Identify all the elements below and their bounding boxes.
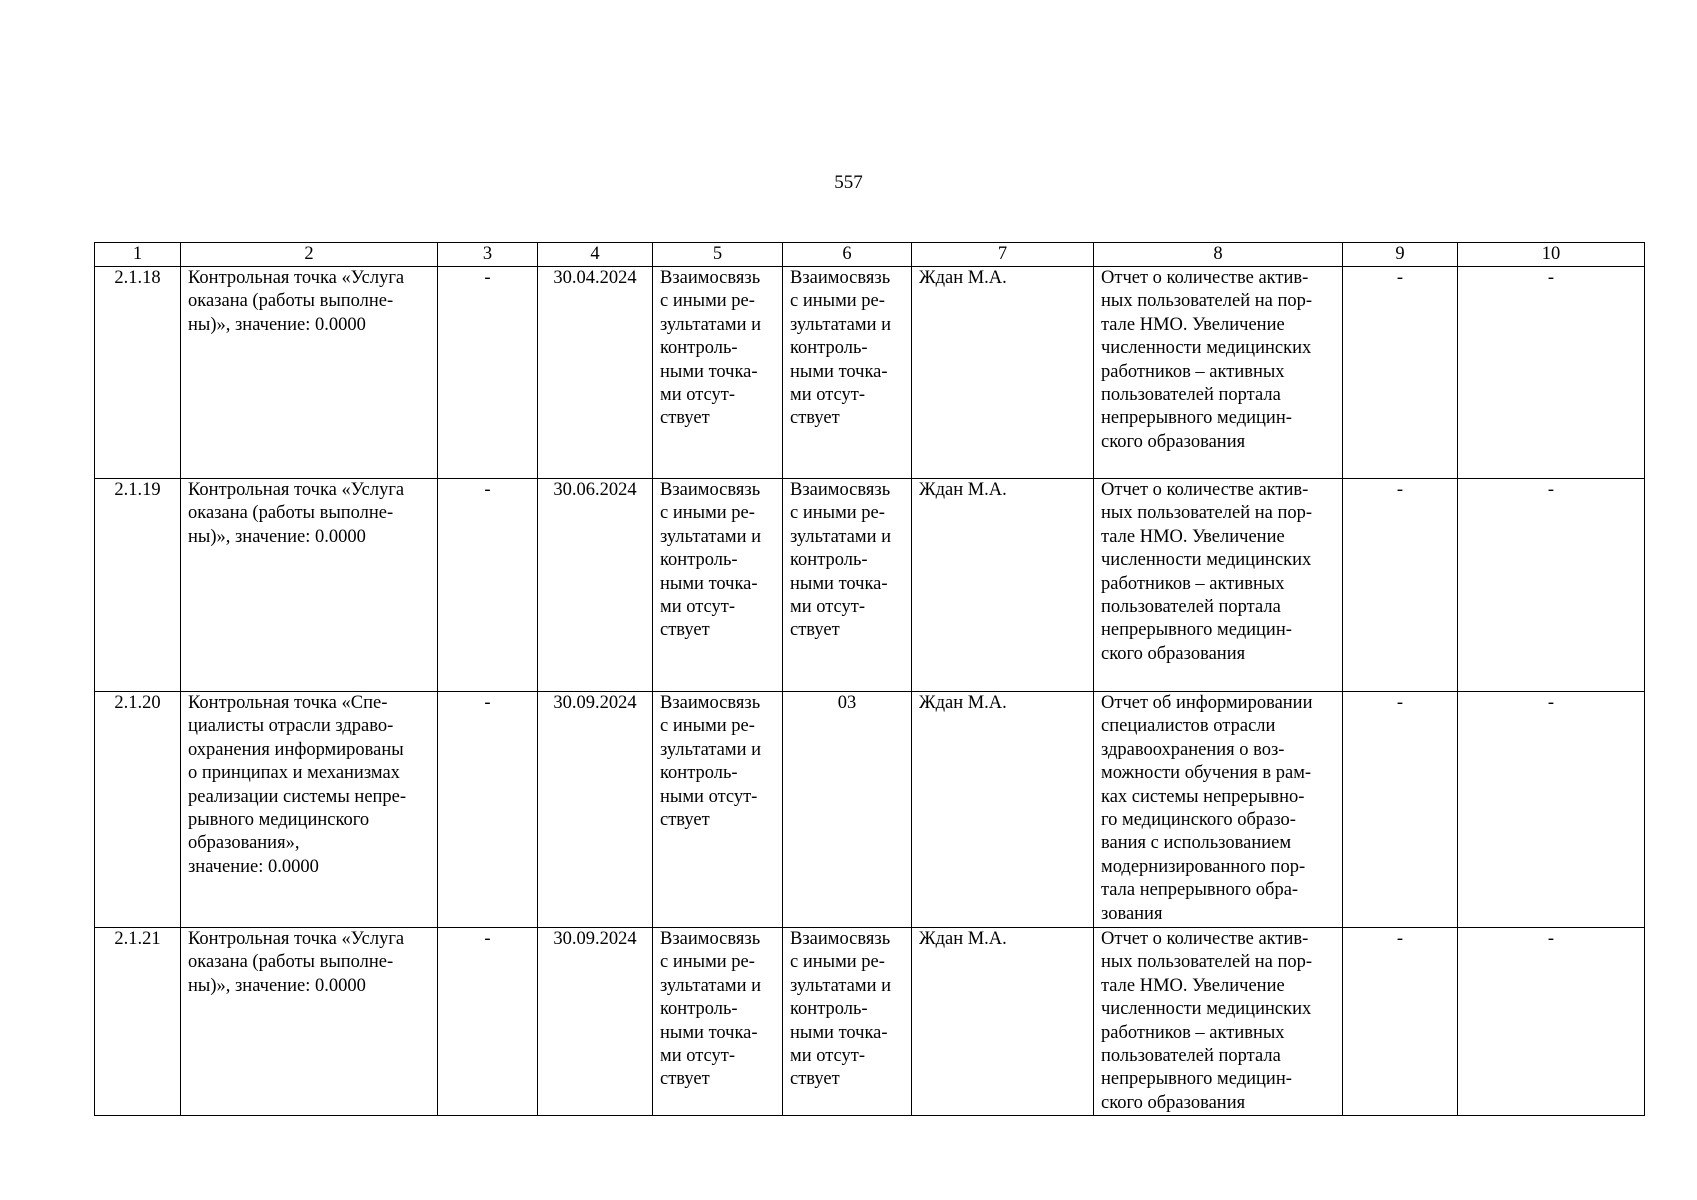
cell-text-line: ми отсут- bbox=[790, 1046, 866, 1067]
row-number-cell: 2.1.19 bbox=[95, 479, 181, 692]
cell-text-line: ского образования bbox=[1101, 1092, 1246, 1113]
cell-text-line: тала непрерывного обра- bbox=[1101, 880, 1299, 901]
cell-text-line: ствует bbox=[790, 408, 840, 429]
relation-cell bbox=[653, 479, 783, 692]
cell-text-line: зультатами и bbox=[790, 975, 892, 996]
column-3-cell: - bbox=[438, 928, 538, 1116]
cell-text-line: о принципах и механизмах bbox=[188, 763, 400, 784]
cell-text-line: ми отсут- bbox=[790, 385, 866, 406]
cell-text-line: контроль- bbox=[790, 999, 868, 1020]
cell-text-line: Отчет о количестве актив- bbox=[1101, 480, 1309, 500]
header-cell: 10 bbox=[1458, 243, 1645, 267]
cell-text-line: зультатами и bbox=[660, 739, 762, 760]
cell-text-line: циалисты отрасли здраво- bbox=[188, 716, 394, 737]
cell-text-line: оказана (работы выполне- bbox=[188, 503, 394, 524]
cell-text-line: ными точка- bbox=[790, 573, 888, 594]
cell-text-line: вания с использованием bbox=[1101, 833, 1292, 854]
cell-text-line: можности обучения в рам- bbox=[1101, 763, 1312, 784]
column-10-cell: - bbox=[1458, 928, 1645, 1116]
cell-text-line: здравоохранения о воз- bbox=[1101, 739, 1285, 760]
cell-text-line: ных пользователей на пор- bbox=[1101, 952, 1313, 973]
cell-text-line: с иными ре- bbox=[660, 291, 755, 312]
cell-text-line: Отчет о количестве актив- bbox=[1101, 268, 1309, 288]
cell-text-line: контроль- bbox=[660, 338, 738, 359]
table-row bbox=[95, 267, 1645, 479]
cell-text-line: ского образования bbox=[1101, 431, 1246, 452]
cell-text-line: ными точка- bbox=[660, 361, 758, 382]
row-number-cell: 2.1.21 bbox=[95, 928, 181, 1116]
relation-cell bbox=[653, 267, 783, 479]
cell-text-line: Взаимосвязь bbox=[790, 929, 891, 949]
column-9-cell: - bbox=[1343, 479, 1458, 692]
report-cell bbox=[1094, 928, 1343, 1116]
control-point-name-cell bbox=[181, 692, 438, 928]
date-cell: 30.09.2024 bbox=[538, 692, 653, 928]
report-cell bbox=[1094, 267, 1343, 479]
cell-text-line: контроль- bbox=[790, 338, 868, 359]
table-row bbox=[95, 479, 1645, 692]
cell-text-line: ми отсут- bbox=[660, 385, 736, 406]
cell-text-line: ных пользователей на пор- bbox=[1101, 503, 1313, 524]
cell-text-line: численности медицинских bbox=[1101, 550, 1312, 571]
header-cell: 8 bbox=[1094, 243, 1343, 267]
cell-text-line: ны)», значение: 0.0000 bbox=[188, 975, 366, 996]
date-cell: 30.06.2024 bbox=[538, 479, 653, 692]
cell-text-line: зультатами и bbox=[660, 314, 762, 335]
cell-text-line: Контрольная точка «Спе- bbox=[188, 693, 388, 713]
cell-text-line: 03 bbox=[837, 693, 857, 713]
column-9-cell: - bbox=[1343, 267, 1458, 479]
control-point-name-cell bbox=[181, 479, 438, 692]
report-cell bbox=[1094, 479, 1343, 692]
cell-text-line: контроль- bbox=[660, 763, 738, 784]
cell-text-line: Отчет о количестве актив- bbox=[1101, 929, 1309, 949]
cell-text-line: го медицинского образо- bbox=[1101, 810, 1296, 831]
cell-text-line: контроль- bbox=[660, 550, 738, 571]
cell-text-line: численности медицинских bbox=[1101, 338, 1312, 359]
cell-text-line: ствует bbox=[660, 620, 710, 641]
cell-text-line: ны)», значение: 0.0000 bbox=[188, 526, 366, 547]
row-number-cell: 2.1.20 bbox=[95, 692, 181, 928]
cell-text-line: ными отсут- bbox=[660, 786, 758, 807]
page-number: 557 bbox=[834, 172, 863, 193]
cell-text-line: непрерывного медицин- bbox=[1101, 620, 1292, 641]
cell-text-line: контроль- bbox=[660, 999, 738, 1020]
cell-text-line: с иными ре- bbox=[790, 503, 885, 524]
report-cell bbox=[1094, 692, 1343, 928]
cell-text-line: с иными ре- bbox=[790, 291, 885, 312]
cell-text-line: Взаимосвязь bbox=[660, 480, 761, 500]
cell-text-line: оказана (работы выполне- bbox=[188, 291, 394, 312]
row-number-cell: 2.1.18 bbox=[95, 267, 181, 479]
relation-cell bbox=[783, 692, 912, 928]
control-point-name-cell bbox=[181, 267, 438, 479]
date-cell: 30.04.2024 bbox=[538, 267, 653, 479]
cell-text-line: Контрольная точка «Услуга bbox=[188, 929, 405, 949]
cell-text-line: тале НМО. Увеличение bbox=[1101, 314, 1285, 335]
cell-text-line: Контрольная точка «Услуга bbox=[188, 268, 405, 288]
cell-text-line: ствует bbox=[790, 620, 840, 641]
cell-text-line: Взаимосвязь bbox=[790, 480, 891, 500]
cell-text-line: Отчет об информировании bbox=[1101, 693, 1313, 713]
relation-cell bbox=[783, 479, 912, 692]
header-cell: 2 bbox=[181, 243, 438, 267]
responsible-cell: Ждан М.А. bbox=[912, 928, 1094, 1116]
header-cell: 7 bbox=[912, 243, 1094, 267]
cell-text-line: рывного медицинского bbox=[188, 810, 370, 831]
cell-text-line: ными точка- bbox=[790, 361, 888, 382]
cell-text-line: работников – активных bbox=[1101, 1022, 1285, 1043]
header-cell: 6 bbox=[783, 243, 912, 267]
header-cell: 5 bbox=[653, 243, 783, 267]
cell-text-line: зультатами и bbox=[790, 526, 892, 547]
cell-text-line: модернизированного пор- bbox=[1101, 856, 1306, 877]
cell-text-line: ского образования bbox=[1101, 643, 1246, 664]
responsible-cell: Ждан М.А. bbox=[912, 479, 1094, 692]
cell-text-line: работников – активных bbox=[1101, 361, 1285, 382]
cell-text-line: ными точка- bbox=[660, 573, 758, 594]
cell-text-line: Контрольная точка «Услуга bbox=[188, 480, 405, 500]
header-cell: 3 bbox=[438, 243, 538, 267]
cell-text-line: тале НМО. Увеличение bbox=[1101, 526, 1285, 547]
cell-text-line: контроль- bbox=[790, 550, 868, 571]
column-10-cell: - bbox=[1458, 267, 1645, 479]
cell-text-line: пользователей портала bbox=[1101, 1046, 1281, 1067]
cell-text-line: ных пользователей на пор- bbox=[1101, 291, 1313, 312]
cell-text-line: зования bbox=[1101, 903, 1163, 924]
cell-text-line: тале НМО. Увеличение bbox=[1101, 975, 1285, 996]
cell-text-line: образования», bbox=[188, 833, 300, 854]
cell-text-line: ными точка- bbox=[660, 1022, 758, 1043]
table-row bbox=[95, 692, 1645, 928]
column-10-cell: - bbox=[1458, 692, 1645, 928]
cell-text-line: ными точка- bbox=[790, 1022, 888, 1043]
cell-text-line: ны)», значение: 0.0000 bbox=[188, 314, 366, 335]
cell-text-line: с иными ре- bbox=[660, 716, 755, 737]
cell-text-line: ми отсут- bbox=[790, 597, 866, 618]
cell-text-line: ствует bbox=[660, 408, 710, 429]
cell-text-line: с иными ре- bbox=[790, 952, 885, 973]
cell-text-line: пользователей портала bbox=[1101, 597, 1281, 618]
relation-cell bbox=[653, 928, 783, 1116]
responsible-cell: Ждан М.А. bbox=[912, 692, 1094, 928]
cell-text-line: пользователей портала bbox=[1101, 385, 1281, 406]
cell-text-line: Взаимосвязь bbox=[660, 693, 761, 713]
cell-text-line: Взаимосвязь bbox=[660, 929, 761, 949]
cell-text-line: с иными ре- bbox=[660, 503, 755, 524]
cell-text-line: ми отсут- bbox=[660, 597, 736, 618]
cell-text-line: Взаимосвязь bbox=[660, 268, 761, 288]
cell-text-line: непрерывного медицин- bbox=[1101, 408, 1292, 429]
column-9-cell: - bbox=[1343, 928, 1458, 1116]
table-row bbox=[95, 928, 1645, 1116]
cell-text-line: ствует bbox=[660, 810, 710, 831]
cell-text-line: с иными ре- bbox=[660, 952, 755, 973]
relation-cell bbox=[653, 692, 783, 928]
header-cell: 9 bbox=[1343, 243, 1458, 267]
relation-cell bbox=[783, 267, 912, 479]
cell-text-line: оказана (работы выполне- bbox=[188, 952, 394, 973]
column-10-cell: - bbox=[1458, 479, 1645, 692]
cell-text-line: реализации системы непре- bbox=[188, 786, 407, 807]
cell-text-line: ках системы непрерывно- bbox=[1101, 786, 1305, 807]
cell-text-line: ми отсут- bbox=[660, 1046, 736, 1067]
cell-text-line: зультатами и bbox=[790, 314, 892, 335]
responsible-cell: Ждан М.А. bbox=[912, 267, 1094, 479]
column-3-cell: - bbox=[438, 479, 538, 692]
cell-text-line: ствует bbox=[790, 1069, 840, 1090]
column-3-cell: - bbox=[438, 267, 538, 479]
header-cell: 4 bbox=[538, 243, 653, 267]
relation-cell bbox=[783, 928, 912, 1116]
cell-text-line: непрерывного медицин- bbox=[1101, 1069, 1292, 1090]
column-3-cell: - bbox=[438, 692, 538, 928]
data-table bbox=[94, 242, 1645, 1116]
cell-text-line: зультатами и bbox=[660, 975, 762, 996]
control-point-name-cell bbox=[181, 928, 438, 1116]
column-9-cell: - bbox=[1343, 692, 1458, 928]
cell-text-line: ствует bbox=[660, 1069, 710, 1090]
cell-text-line: Взаимосвязь bbox=[790, 268, 891, 288]
cell-text-line: охранения информированы bbox=[188, 739, 404, 760]
cell-text-line: численности медицинских bbox=[1101, 999, 1312, 1020]
header-cell: 1 bbox=[95, 243, 181, 267]
cell-text-line: значение: 0.0000 bbox=[188, 856, 319, 877]
date-cell: 30.09.2024 bbox=[538, 928, 653, 1116]
cell-text-line: зультатами и bbox=[660, 526, 762, 547]
cell-text-line: специалистов отрасли bbox=[1101, 716, 1276, 737]
header-row bbox=[95, 243, 1645, 267]
cell-text-line: работников – активных bbox=[1101, 573, 1285, 594]
